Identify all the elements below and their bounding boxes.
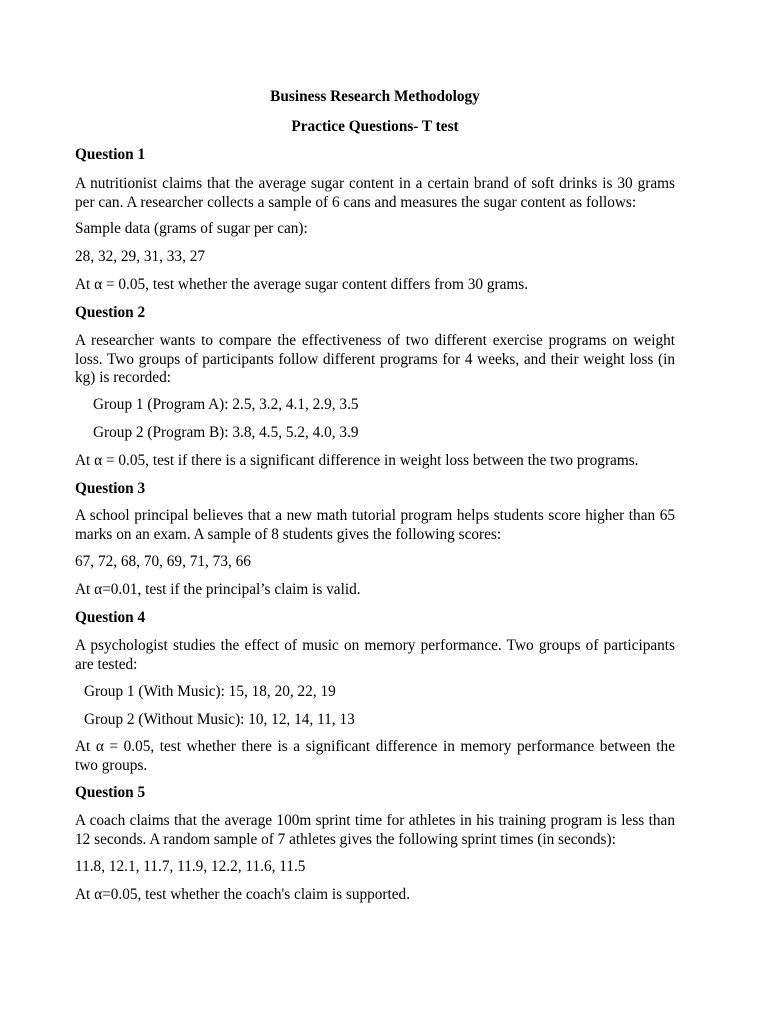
document-subtitle: Practice Questions- T test xyxy=(291,118,459,135)
question-2-intro: A researcher wants to compare the effectiveness of two different exercise programs on weight loss. Two groups of participants follow different programs for 4 weeks, and their weight loss (in kg) is recorded: xyxy=(75,332,675,386)
question-4-group-1: Group 1 (With Music): 15, 18, 20, 22, 19 xyxy=(84,683,336,700)
question-5-intro: A coach claims that the average 100m sprint time for athletes in his training program is less than 12 seconds. A random sample of 7 athletes gives the following sprint times (in seconds): xyxy=(75,812,675,848)
question-4-intro: A psychologist studies the effect of music on memory performance. Two groups of participants are tested: xyxy=(75,637,675,673)
question-5-heading: Question 5 xyxy=(75,784,146,801)
question-5-task: At α=0.05, test whether the coach's claim is supported. xyxy=(75,886,411,903)
question-3-data: 67, 72, 68, 70, 69, 71, 73, 66 xyxy=(75,553,251,570)
question-1-data: 28, 32, 29, 31, 33, 27 xyxy=(75,248,206,265)
question-4-heading: Question 4 xyxy=(75,609,146,626)
question-3-task: At α=0.01, test if the principal’s claim is valid. xyxy=(75,581,361,598)
document-title: Business Research Methodology xyxy=(270,88,480,105)
question-1-data-label: Sample data (grams of sugar per can): xyxy=(75,220,308,237)
question-2-group-2: Group 2 (Program B): 3.8, 4.5, 5.2, 4.0, 3.9 xyxy=(93,424,359,441)
question-3-intro: A school principal believes that a new math tutorial program helps students score higher than 65 marks on an exam. A sample of 8 students gives the following scores: xyxy=(75,507,675,543)
question-5-data: 11.8, 12.1, 11.7, 11.9, 12.2, 11.6, 11.5 xyxy=(75,858,306,875)
question-4-task: At α = 0.05, test whether there is a significant difference in memory performance between the two groups. xyxy=(75,738,675,774)
question-2-heading: Question 2 xyxy=(75,304,146,321)
question-1-heading: Question 1 xyxy=(75,146,146,163)
question-1-task: At α = 0.05, test whether the average sugar content differs from 30 grams. xyxy=(75,276,529,293)
question-2-task: At α = 0.05, test if there is a significant difference in weight loss between the two programs. xyxy=(75,452,639,469)
question-2-group-1: Group 1 (Program A): 2.5, 3.2, 4.1, 2.9, 3.5 xyxy=(93,396,359,413)
question-1-intro: A nutritionist claims that the average sugar content in a certain brand of soft drinks is 30 grams per can. A researcher collects a sample of 6 cans and measures the sugar content as follows: xyxy=(75,175,675,211)
question-4-group-2: Group 2 (Without Music): 10, 12, 14, 11, 13 xyxy=(84,711,355,728)
question-3-heading: Question 3 xyxy=(75,480,146,497)
